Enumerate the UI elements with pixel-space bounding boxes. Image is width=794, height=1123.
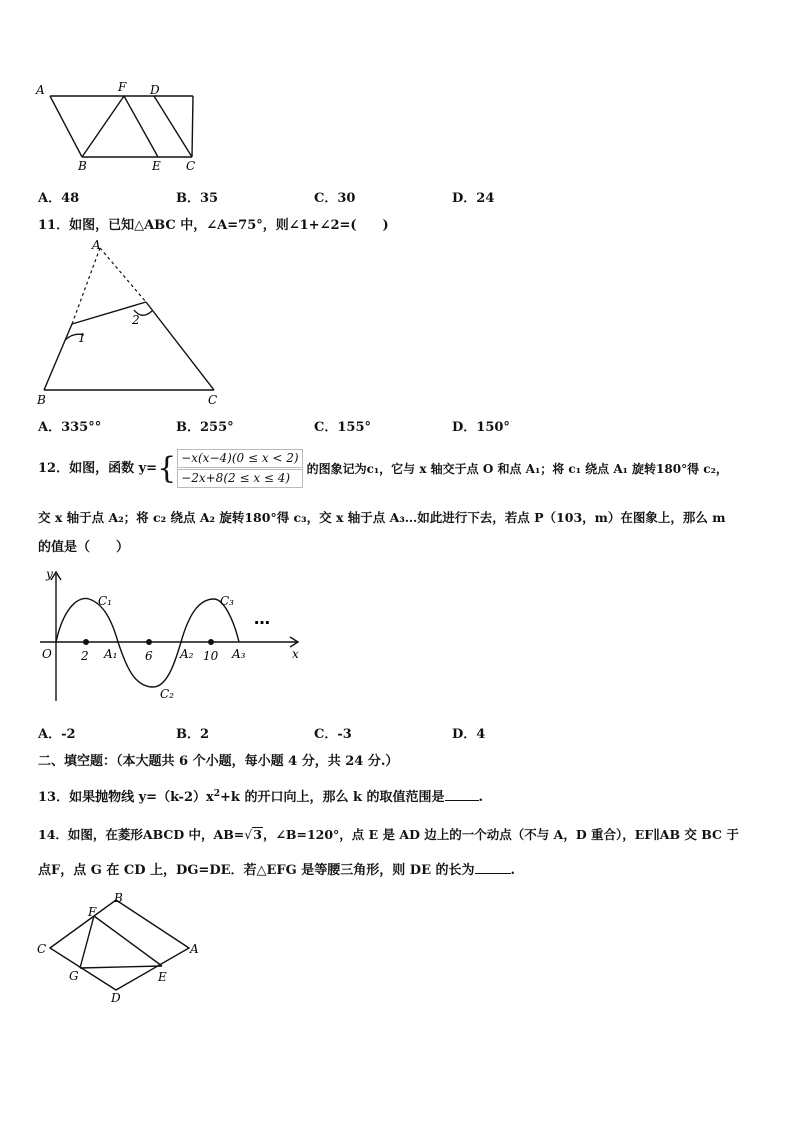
q11-stem: 11．如图，已知△ABC 中，∠A=75°，则∠1+∠2=( ): [38, 218, 389, 233]
q12-stem-prefix: 12．如图，函数 y=: [38, 460, 158, 476]
q12-case1: −x(x−4)(0 ≤ x < 2): [177, 449, 302, 468]
q14-sqrt-value: 3: [253, 827, 262, 842]
q12-stem-line3: 的值是（ ）: [38, 540, 130, 555]
q11-label-A: A: [92, 240, 101, 252]
q12-point-2: [83, 639, 89, 645]
q12-tick-6: 6: [145, 649, 153, 663]
q12-ellipsis: …: [254, 609, 270, 628]
q12-case2: −2x+8(2 ≤ x ≤ 4): [177, 469, 302, 488]
q12-brace: {: [157, 450, 177, 486]
q14-stem-line1: 14．如图，在菱形ABCD 中，AB=√3，∠B=120°，点 E 是 AD 边上的一个动点（不与 A，D 重合），EF∥AB 交 BC 于: [38, 827, 739, 842]
q14-label-B: B: [114, 891, 123, 905]
q12-label-A3: A₃: [232, 647, 246, 661]
q10-option-c[interactable]: C．30: [314, 191, 356, 206]
q14-label-G: G: [69, 969, 79, 983]
q11-label-angle1: 1: [78, 331, 86, 345]
q11-label-C: C: [208, 393, 218, 407]
q13-stem: [38, 786, 483, 806]
q12-label-A2: A₂: [180, 647, 194, 661]
q10-label-C: C: [186, 159, 196, 172]
q14-label-D: D: [111, 991, 121, 1005]
q10-label-E: E: [152, 159, 161, 172]
q10-segment-FB: [82, 96, 124, 157]
q14-label-A: A: [190, 942, 199, 956]
q14-figure: [34, 890, 204, 1006]
q13-text-a: 13．如果抛物线 y=（k-2）x: [38, 790, 214, 805]
q10-option-b[interactable]: B．35: [176, 191, 219, 206]
q12-tick-2: 2: [81, 649, 89, 663]
q12-point-6: [146, 639, 152, 645]
q13-exponent: 2: [213, 789, 221, 799]
q14-label-E: E: [158, 970, 167, 984]
q10-label-F: F: [118, 80, 127, 94]
q12-option-d[interactable]: D．4: [452, 727, 486, 742]
q10-segment-AB: [50, 96, 82, 157]
q10-option-d[interactable]: D．24: [452, 191, 495, 206]
q14-line2-text: 点F，点 G 在 CD 上，DG=DE．若△EFG 是等腰三角形，则 DE 的长为: [38, 863, 475, 878]
q10-figure: [34, 80, 204, 172]
q11-option-a[interactable]: A．335°°: [38, 420, 102, 435]
q10-segment-FE: [124, 96, 158, 157]
q12-label-y: y: [46, 567, 53, 581]
q14-label-F: F: [88, 905, 97, 919]
q12-stem-line1: [38, 448, 728, 489]
q12-piecewise: [177, 448, 302, 489]
q12-stem-line2: 交 x 轴于点 A₂；将 c₂ 绕点 A₂ 旋转180°得 c₃，交 x 轴于点 A₃…如此进行下去，若点 P（103，m）在图象上，那么 m: [38, 510, 726, 525]
q10-label-A: A: [36, 83, 45, 97]
q11-segment-B-cut: [44, 324, 72, 390]
q14-label-C: C: [37, 942, 47, 956]
q11-segment-C-cut: [146, 302, 214, 390]
q10-option-a[interactable]: A．48: [38, 191, 80, 206]
q12-option-b[interactable]: B．2: [176, 727, 210, 742]
q12-point-10: [208, 639, 214, 645]
q10-label-B: B: [78, 159, 87, 172]
q13-text-b: +k 的开口向上，那么 k 的取值范围是: [220, 790, 445, 805]
q12-label-O: O: [42, 647, 52, 661]
q12-stem-suffix: 的图象记为c₁，它与 x 轴交于点 O 和点 A₁；将 c₁ 绕点 A₁ 旋转180°得 c₂，: [306, 461, 728, 476]
q11-option-b[interactable]: B．255°: [176, 420, 234, 435]
section2-title: 二、填空题：（本大题共 6 个小题，每小题 4 分，共 24 分.）: [38, 754, 399, 769]
q10-segment-DC: [192, 96, 193, 157]
q12-tick-10: 10: [203, 649, 219, 663]
q11-figure: [34, 240, 234, 410]
q14-line1-b: ，∠B=120°，点 E 是 AD 边上的一个动点（不与 A，D 重合），EF∥AB 交 BC 于: [262, 827, 739, 842]
q13-text-end: .: [478, 790, 484, 805]
q11-option-d[interactable]: D．150°: [452, 420, 510, 435]
q12-label-C3: C₃: [220, 594, 234, 608]
q12-label-C2: C₂: [160, 687, 174, 701]
q14-line1-a: 14．如图，在菱形ABCD 中，AB=: [38, 827, 245, 842]
q14-stem-line2: [38, 863, 515, 879]
q12-label-C1: C₁: [98, 594, 112, 608]
q14-segment-GE: [80, 966, 162, 968]
q12-option-a[interactable]: A．-2: [38, 727, 76, 742]
q10-label-D: D: [150, 83, 160, 97]
q10-segment-DC2: [154, 96, 192, 157]
q12-label-A1: A₁: [104, 647, 118, 661]
q14-answer-blank[interactable]: [475, 873, 511, 874]
q12-label-x: x: [292, 647, 299, 661]
q11-dashed-AB: [72, 248, 100, 324]
q14-line2-end: .: [510, 863, 516, 878]
q11-label-B: B: [37, 393, 46, 407]
q11-label-angle2: 2: [132, 313, 140, 327]
q11-dashed-AC: [100, 248, 146, 302]
q13-answer-blank[interactable]: [445, 800, 479, 801]
q12-figure: [34, 566, 309, 706]
q12-option-c[interactable]: C．-3: [314, 727, 352, 742]
q11-option-c[interactable]: C．155°: [314, 420, 371, 435]
